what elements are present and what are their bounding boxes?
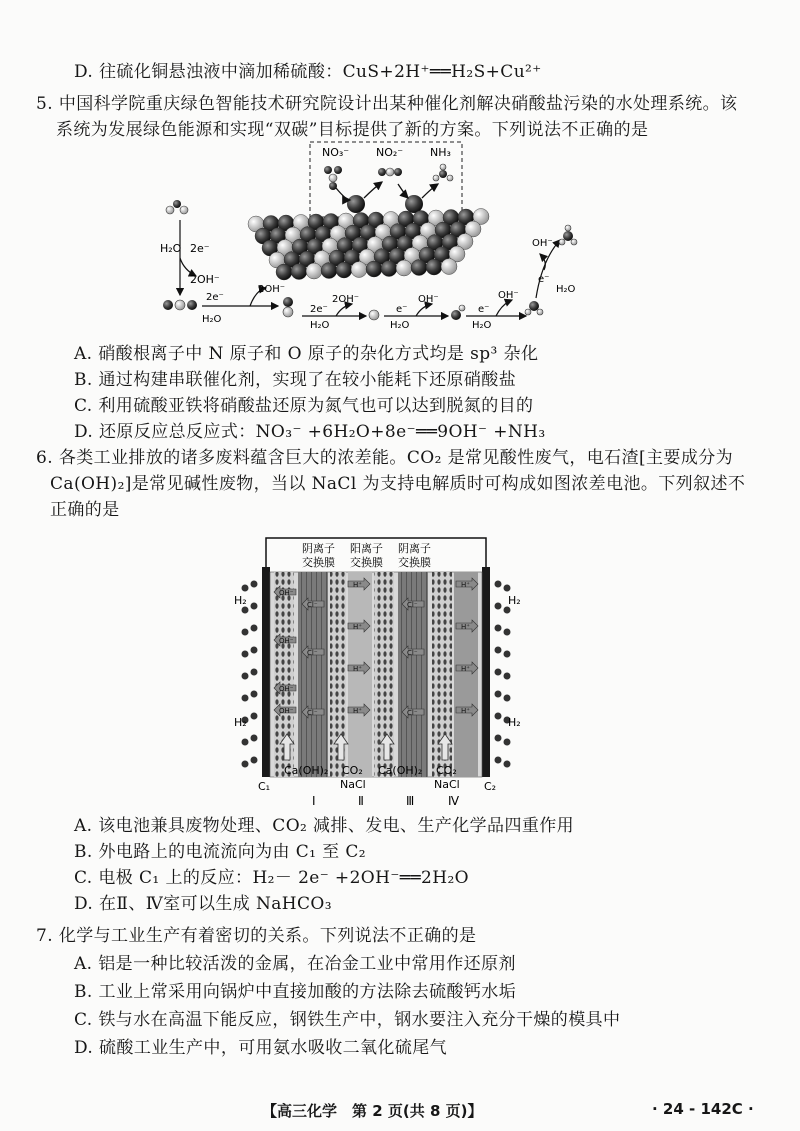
label-step2-2e: 2e⁻ — [310, 304, 328, 315]
h2-bubble-left — [251, 581, 258, 588]
footer-page-info: 【高三化学 第 2 页(共 8 页)】 — [262, 1102, 483, 1120]
catalyst-atom — [291, 264, 307, 280]
label-step4-h2o: H₂O — [472, 320, 492, 331]
n-adsorbed-icon — [451, 305, 465, 320]
nitrate-adsorbed-icon — [163, 300, 197, 310]
label-step2-h2o: H₂O — [310, 320, 330, 331]
room-1-label: Ⅰ — [312, 794, 316, 808]
catalyst-atom — [441, 259, 457, 275]
label-no2: NO₂⁻ — [376, 146, 404, 159]
h2-bubble-left — [242, 651, 249, 658]
q6-stem-line-1: 6. 各类工业排放的诸多废料蕴含巨大的浓差能。CO₂ 是常见酸性废气，电石渣[主要成分为 — [36, 448, 734, 468]
catalyst-atom — [396, 260, 412, 276]
h2-bubble-left — [242, 761, 249, 768]
label-step5-oh: OH⁻ — [532, 238, 553, 249]
catalyst-site-1-icon — [347, 195, 365, 213]
cl-ion-right-1-label: Cl⁻ — [407, 601, 418, 609]
no-adsorbed-icon — [369, 310, 379, 320]
h-ion-right-2-label: H⁺ — [461, 623, 470, 631]
catalyst-atom — [351, 262, 367, 278]
membrane-suffix-1: 交换膜 — [302, 556, 335, 569]
h2-bubble-left — [242, 673, 249, 680]
h2-bubble-left — [242, 585, 249, 592]
h2-bubble-right — [504, 739, 511, 746]
footer-code: · 24 - 142C · — [652, 1100, 754, 1118]
q5-catalyst-figure — [160, 140, 620, 335]
q6-option-d: D. 在Ⅱ、Ⅳ室可以生成 NaHCO₃ — [74, 894, 332, 914]
q5-option-d: D. 还原反应总反应式：NO₃⁻ +6H₂O+8e⁻══9OH⁻ +NH₃ — [74, 422, 546, 442]
no3-molecule-icon — [324, 166, 342, 190]
h2-bubble-left — [251, 625, 258, 632]
label-step5-h2o: H₂O — [556, 284, 576, 295]
label-step5-e: e⁻ — [538, 274, 550, 285]
q7-option-a: A. 铝是一种比较活泼的金属，在冶金工业中常用作还原剂 — [74, 954, 516, 974]
h2-bubble-right — [504, 651, 511, 658]
h-ion-1-label: H⁺ — [353, 581, 362, 589]
h2-bubble-left — [251, 757, 258, 764]
q4-option-d: D. 往硫化铜悬浊液中滴加稀硫酸：CuS+2H⁺══H₂S+Cu²⁺ — [74, 62, 542, 82]
label-step3-e: e⁻ — [396, 304, 408, 315]
q5-stem-line-1: 5. 中国科学院重庆绿色智能技术研究院设计出某种催化剂解决硝酸盐污染的水处理系统。该 — [36, 94, 738, 114]
h2-bubble-right — [504, 673, 511, 680]
q5-option-b: B. 通过构建串联催化剂，实现了在较小能耗下还原硝酸盐 — [74, 370, 517, 390]
feed-caoh2-2: Ca(OH)₂ — [378, 764, 423, 777]
label-step4-oh: OH⁻ — [498, 290, 519, 301]
feed-nacl-2: NaCl — [434, 778, 460, 791]
membrane-label-anion-1: 阴离子 — [302, 542, 335, 555]
cl-ion-left-1-label: Cl⁻ — [307, 601, 318, 609]
h2-bubble-right — [504, 585, 511, 592]
h-ion-right-3-label: H⁺ — [461, 665, 470, 673]
label-step3-h2o: H₂O — [390, 320, 410, 331]
label-step1-h2o: H₂O — [202, 314, 222, 325]
room-4-label: Ⅳ — [448, 794, 460, 808]
membrane-label-cation: 阳离子 — [350, 542, 383, 555]
h2-bubble-right — [504, 607, 511, 614]
label-step1-2e: 2e⁻ — [206, 292, 224, 303]
catalyst-atom — [321, 263, 337, 279]
feed-nacl-1: NaCl — [340, 778, 366, 791]
label-step1-2oh: 2OH⁻ — [258, 284, 286, 295]
h-ion-3-label: H⁺ — [353, 665, 362, 673]
h2-bubble-left — [251, 603, 258, 610]
catalyst-atom — [336, 262, 352, 278]
nitrite-adsorbed-icon — [283, 297, 293, 317]
q7-option-d: D. 硫酸工业生产中，可用氨水吸收二氧化硫尾气 — [74, 1038, 448, 1058]
h-ion-right-1-label: H⁺ — [461, 581, 470, 589]
q6-option-c: C. 电极 C₁ 上的反应：H₂－ 2e⁻ +2OH⁻══2H₂O — [74, 868, 469, 888]
label-2oh-left: 2OH⁻ — [190, 273, 220, 286]
cl-ion-right-3-label: Cl⁻ — [407, 709, 418, 717]
water-molecule-icon — [166, 200, 188, 214]
h2-bubble-right — [495, 625, 502, 632]
q5-option-a: A. 硝酸根离子中 N 原子和 O 原子的杂化方式均是 sp³ 杂化 — [74, 344, 539, 364]
electrode-c1 — [262, 567, 270, 777]
nh-adsorbed-icon — [525, 301, 543, 315]
catalyst-slab — [248, 209, 489, 281]
h2-bubble-right — [504, 761, 511, 768]
label-h2-left: H₂ — [234, 594, 247, 607]
q6-option-a: A. 该电池兼具废物处理、CO₂ 减排、发电、生产化学品四重作用 — [74, 816, 575, 836]
catalyst-atom — [306, 263, 322, 279]
label-step3-oh: OH⁻ — [418, 294, 439, 305]
cl-ion-left-3-label: Cl⁻ — [307, 709, 318, 717]
label-h2-left-lower: H₂ — [234, 716, 247, 729]
feed-co2-2: CO₂ — [436, 764, 457, 777]
h2-bubble-right — [495, 691, 502, 698]
no2-molecule-icon — [378, 168, 402, 176]
label-nh3: NH₃ — [430, 146, 451, 159]
label-2e-left: 2e⁻ — [190, 242, 210, 255]
h2-bubble-left — [242, 607, 249, 614]
label-step4-e: e⁻ — [478, 304, 490, 315]
label-h2-right: H₂ — [508, 594, 521, 607]
h2-bubble-left — [242, 629, 249, 636]
catalyst-atom — [366, 261, 382, 277]
electrode-c2 — [482, 567, 490, 777]
h2-bubble-left — [251, 647, 258, 654]
q6-option-b: B. 外电路上的电流流向为由 C₁ 至 C₂ — [74, 842, 366, 862]
q5-stem-line-2: 系统为发展绿色能源和实现“双碳”目标提供了新的方案。下列说法不正确的是 — [56, 120, 649, 140]
chamber-4-cathode-side — [454, 572, 478, 777]
q5-option-c: C. 利用硫酸亚铁将硝酸盐还原为氮气也可以达到脱氮的目的 — [74, 396, 534, 416]
membrane-label-anion-2: 阴离子 — [398, 542, 431, 555]
q7-option-b: B. 工业上常采用向锅炉中直接加酸的方法除去硫酸钙水垢 — [74, 982, 517, 1002]
q7-option-c: C. 铁与水在高温下能反应，钢铁生产中，钢水要注入充分干燥的模具中 — [74, 1010, 621, 1030]
cl-ion-left-2-label: Cl⁻ — [307, 649, 318, 657]
h2-bubble-left — [251, 735, 258, 742]
label-c2: C₂ — [484, 780, 497, 793]
catalyst-atom — [276, 264, 292, 280]
catalyst-atom — [426, 259, 442, 275]
h-ion-4-label: H⁺ — [353, 707, 362, 715]
oh-ion-4-label: OH⁻ — [279, 707, 294, 715]
h2-bubble-left — [251, 691, 258, 698]
label-no3: NO₃⁻ — [322, 146, 350, 159]
label-h2-right-lower: H₂ — [508, 716, 521, 729]
cl-ion-right-2-label: Cl⁻ — [407, 649, 418, 657]
feed-caoh2-1: Ca(OH)₂ — [284, 764, 329, 777]
h2-bubble-right — [495, 735, 502, 742]
membrane-suffix-2: 交换膜 — [350, 556, 383, 569]
q6-stem-line-2: Ca(OH)₂]是常见碱性废物，当以 NaCl 为支持电解质时可构成如图浓差电池。下列叙述不 — [50, 474, 746, 494]
h2-bubble-right — [495, 581, 502, 588]
membrane-suffix-3: 交换膜 — [398, 556, 431, 569]
label-h2o-left: H₂O — [160, 242, 182, 255]
h2-bubble-left — [251, 669, 258, 676]
q6-concentration-cell-figure — [226, 522, 546, 812]
h2-bubble-right — [495, 757, 502, 764]
h2-bubble-left — [242, 739, 249, 746]
q7-stem: 7. 化学与工业生产有着密切的关系。下列说法不正确的是 — [36, 926, 477, 946]
h-ion-2-label: H⁺ — [353, 623, 362, 631]
h2-bubble-right — [495, 669, 502, 676]
oh-ion-3-label: OH⁻ — [279, 685, 294, 693]
h-ion-right-4-label: H⁺ — [461, 707, 470, 715]
oh-ion-2-label: OH⁻ — [279, 637, 294, 645]
nh3-molecule-icon — [433, 164, 453, 181]
feed-co2-1: CO₂ — [342, 764, 363, 777]
h2-bubble-right — [495, 713, 502, 720]
h2-bubble-right — [495, 647, 502, 654]
h2-bubble-left — [242, 695, 249, 702]
q6-stem-line-3: 正确的是 — [50, 500, 120, 520]
h2-bubble-right — [504, 629, 511, 636]
catalyst-atom — [381, 261, 397, 277]
label-c1: C₁ — [258, 780, 271, 793]
h2-bubble-left — [251, 713, 258, 720]
room-3-label: Ⅲ — [406, 794, 415, 808]
label-step2-2oh: 2OH⁻ — [332, 294, 360, 305]
room-2-label: Ⅱ — [358, 794, 364, 808]
nh3-product-icon — [559, 225, 577, 245]
h2-bubble-right — [495, 603, 502, 610]
membrane-cation — [348, 572, 372, 777]
oh-ion-1-label: OH⁻ — [279, 589, 294, 597]
h2-bubble-right — [504, 695, 511, 702]
catalyst-atom — [411, 260, 427, 276]
